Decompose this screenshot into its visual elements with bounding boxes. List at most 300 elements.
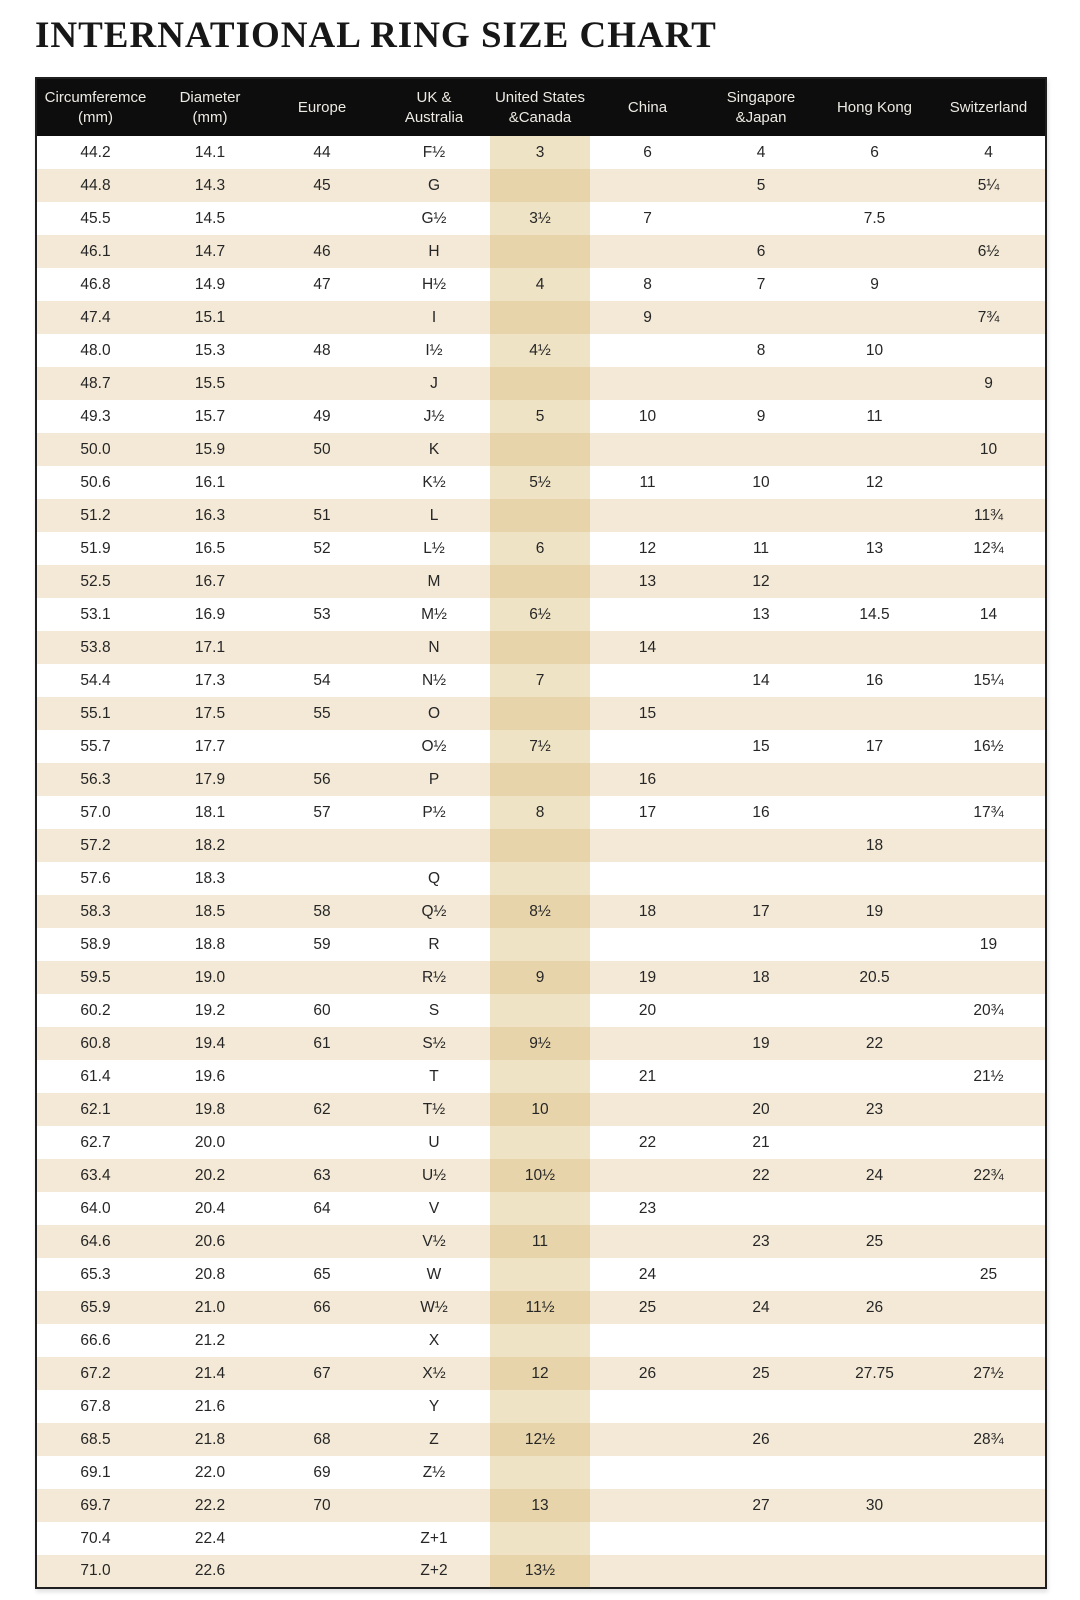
cell-hong-kong: 22 (865, 1034, 884, 1052)
cell-diameter: 19.4 (194, 1034, 226, 1052)
cell-china: 25 (638, 1298, 657, 1316)
cell-diameter: 16.9 (194, 605, 226, 623)
cell-hong-kong (817, 928, 932, 961)
cell-us-canada (490, 1258, 590, 1291)
cell-hong-kong: 10 (865, 341, 884, 359)
cell-diameter: 22.6 (194, 1562, 226, 1579)
table-row (36, 1027, 1046, 1060)
cell-china (590, 1324, 705, 1357)
cell-us-canada: 9 (490, 961, 590, 994)
cell-us-canada: 8½ (490, 895, 590, 928)
cell-uk-australia: N½ (421, 671, 447, 689)
cell-diameter: 15.1 (194, 308, 226, 326)
cell-hong-kong (817, 1522, 932, 1555)
cell-us-canada: 10 (490, 1093, 590, 1126)
table-row (36, 169, 1046, 202)
cell-china: 16 (638, 770, 657, 788)
cell-singapore-japan (705, 1192, 817, 1225)
cell-uk-australia: M (427, 572, 441, 590)
cell-uk-australia: I (431, 308, 437, 326)
cell-europe (266, 565, 378, 598)
cell-diameter: 17.5 (194, 704, 226, 722)
cell-singapore-japan: 13 (752, 605, 770, 623)
cell-diameter: 18.3 (194, 869, 226, 887)
ring-size-table (35, 77, 1047, 1589)
cell-singapore-japan: 26 (752, 1430, 770, 1448)
cell-uk-australia: J½ (423, 407, 445, 425)
cell-singapore-japan (705, 202, 817, 235)
cell-us-canada (490, 301, 590, 334)
table-row (36, 928, 1046, 961)
cell-uk-australia: W (426, 1265, 442, 1283)
cell-singapore-japan (705, 1390, 817, 1423)
cell-switzerland: 16½ (973, 737, 1004, 755)
cell-switzerland (932, 1192, 1046, 1225)
table-row (36, 895, 1046, 928)
cell-europe: 44 (313, 143, 331, 161)
cell-hong-kong (817, 1258, 932, 1291)
table-row (36, 1159, 1046, 1192)
cell-switzerland: 19 (979, 935, 998, 953)
cell-switzerland: 25 (979, 1265, 998, 1283)
cell-europe: 66 (313, 1298, 331, 1316)
cell-hong-kong: 11 (866, 407, 883, 425)
cell-diameter: 18.2 (194, 836, 226, 854)
cell-europe (266, 367, 378, 400)
cell-us-canada: 3 (490, 136, 590, 169)
cell-us-canada (490, 433, 590, 466)
cell-hong-kong: 25 (865, 1232, 884, 1250)
cell-circumference: 45.5 (80, 209, 111, 227)
table-row (36, 235, 1046, 268)
cell-china: 21 (638, 1067, 657, 1085)
table-row (36, 1291, 1046, 1324)
table-row (36, 1093, 1046, 1126)
cell-switzerland (932, 1456, 1046, 1489)
cell-hong-kong: 12 (865, 473, 884, 491)
cell-hong-kong (817, 796, 932, 829)
cell-uk-australia: J (430, 374, 438, 392)
header-row (36, 78, 1046, 136)
cell-europe: 64 (313, 1199, 331, 1217)
cell-hong-kong (817, 697, 932, 730)
cell-hong-kong: 6 (870, 143, 879, 161)
cell-china (590, 1093, 705, 1126)
cell-switzerland (932, 763, 1046, 796)
table-row (36, 829, 1046, 862)
cell-diameter: 22.2 (194, 1496, 226, 1514)
cell-hong-kong (817, 763, 932, 796)
column-header-china: China (590, 78, 705, 136)
cell-circumference: 44.2 (80, 143, 111, 161)
cell-china: 13 (638, 572, 657, 590)
cell-uk-australia: O (427, 704, 441, 722)
cell-switzerland (932, 961, 1046, 994)
cell-singapore-japan (705, 862, 817, 895)
cell-switzerland (932, 268, 1046, 301)
cell-uk-australia: O½ (421, 737, 447, 755)
cell-europe: 58 (313, 902, 331, 920)
cell-diameter: 20.0 (194, 1133, 226, 1151)
cell-hong-kong: 16 (865, 671, 884, 689)
cell-europe (266, 1390, 378, 1423)
cell-china (590, 334, 705, 367)
cell-uk-australia: P½ (422, 803, 446, 821)
cell-switzerland (932, 565, 1046, 598)
cell-singapore-japan: 11 (752, 539, 770, 557)
cell-uk-australia: K½ (422, 473, 446, 491)
cell-uk-australia: U½ (421, 1166, 447, 1184)
cell-singapore-japan: 20 (752, 1100, 770, 1118)
cell-uk-australia: Z+1 (420, 1529, 448, 1547)
cell-uk-australia: N (428, 638, 440, 656)
cell-us-canada: 7 (490, 664, 590, 697)
cell-hong-kong (817, 1390, 932, 1423)
cell-singapore-japan (705, 829, 817, 862)
cell-china (590, 367, 705, 400)
cell-europe: 61 (313, 1034, 331, 1052)
cell-circumference: 67.8 (80, 1397, 111, 1415)
cell-diameter: 14.9 (194, 275, 226, 293)
cell-europe (266, 631, 378, 664)
cell-switzerland (932, 1324, 1046, 1357)
cell-hong-kong (817, 499, 932, 532)
cell-circumference: 55.1 (80, 704, 111, 722)
table-row (36, 1456, 1046, 1489)
cell-hong-kong: 20.5 (859, 968, 890, 986)
cell-uk-australia (378, 829, 490, 862)
cell-china (590, 1423, 705, 1456)
cell-china: 24 (638, 1265, 657, 1283)
table-row (36, 202, 1046, 235)
cell-us-canada: 12 (490, 1357, 590, 1390)
cell-china: 17 (638, 803, 657, 821)
cell-us-canada: 11 (490, 1225, 590, 1258)
cell-uk-australia: I½ (425, 341, 443, 359)
cell-switzerland (932, 1555, 1046, 1588)
cell-china (590, 1555, 705, 1588)
cell-diameter: 18.1 (194, 803, 226, 821)
cell-singapore-japan (705, 928, 817, 961)
cell-uk-australia: X½ (422, 1364, 446, 1382)
cell-china: 23 (638, 1199, 657, 1217)
cell-diameter: 18.5 (194, 902, 226, 920)
cell-uk-australia: H½ (421, 275, 447, 293)
cell-china (590, 1489, 705, 1522)
cell-uk-australia: X (428, 1331, 440, 1349)
cell-switzerland (932, 862, 1046, 895)
cell-china: 9 (643, 308, 652, 326)
cell-hong-kong (817, 301, 932, 334)
cell-diameter: 15.3 (194, 341, 226, 359)
table-row (36, 565, 1046, 598)
cell-hong-kong (817, 631, 932, 664)
cell-singapore-japan: 10 (752, 473, 770, 491)
cell-switzerland (932, 1126, 1046, 1159)
cell-diameter: 19.0 (194, 968, 226, 986)
table-body (36, 136, 1046, 1588)
cell-circumference: 69.1 (80, 1463, 111, 1481)
cell-circumference: 48.0 (80, 341, 111, 359)
table-row (36, 1324, 1046, 1357)
cell-singapore-japan: 21 (752, 1133, 770, 1151)
cell-circumference: 60.8 (80, 1034, 111, 1052)
cell-diameter: 21.2 (194, 1331, 226, 1349)
cell-europe: 55 (313, 704, 331, 722)
cell-hong-kong (817, 1555, 932, 1588)
cell-china: 14 (638, 638, 657, 656)
cell-us-canada: 5½ (490, 466, 590, 499)
cell-uk-australia: F½ (422, 143, 446, 161)
cell-us-canada (490, 235, 590, 268)
cell-hong-kong: 26 (865, 1298, 884, 1316)
cell-singapore-japan: 15 (752, 737, 770, 755)
cell-circumference: 60.2 (80, 1001, 111, 1019)
cell-europe (266, 1324, 378, 1357)
cell-singapore-japan: 8 (756, 341, 766, 359)
cell-singapore-japan: 14 (752, 671, 770, 689)
cell-china: 6 (643, 143, 652, 161)
cell-switzerland (932, 1390, 1046, 1423)
cell-switzerland (932, 697, 1046, 730)
cell-hong-kong (817, 1192, 932, 1225)
cell-singapore-japan (705, 1456, 817, 1489)
cell-switzerland: 11¾ (973, 506, 1004, 524)
cell-diameter: 21.6 (194, 1397, 226, 1415)
cell-circumference: 69.7 (80, 1496, 111, 1514)
cell-switzerland (932, 1291, 1046, 1324)
cell-europe: 67 (313, 1364, 331, 1382)
cell-us-canada (490, 631, 590, 664)
cell-hong-kong (817, 1423, 932, 1456)
table-row (36, 400, 1046, 433)
table-row (36, 1390, 1046, 1423)
cell-singapore-japan: 19 (752, 1034, 770, 1052)
cell-europe: 59 (313, 935, 331, 953)
cell-hong-kong (817, 1060, 932, 1093)
cell-europe: 62 (313, 1100, 331, 1118)
cell-china: 20 (638, 1001, 657, 1019)
table-row (36, 1555, 1046, 1588)
cell-diameter: 16.7 (194, 572, 226, 590)
cell-uk-australia: R½ (421, 968, 447, 986)
cell-europe: 63 (313, 1166, 331, 1184)
cell-diameter: 19.2 (194, 1001, 226, 1019)
column-header-europe: Europe (266, 78, 378, 136)
cell-diameter: 22.0 (194, 1463, 226, 1481)
cell-china (590, 829, 705, 862)
column-header-us-canada: United States &Canada (490, 78, 590, 136)
cell-hong-kong (817, 1126, 932, 1159)
cell-diameter: 17.7 (194, 737, 226, 755)
cell-china (590, 1390, 705, 1423)
cell-europe: 57 (313, 803, 331, 821)
cell-switzerland (932, 202, 1046, 235)
cell-switzerland: 12¾ (973, 539, 1004, 557)
cell-hong-kong: 27.75 (855, 1364, 894, 1382)
cell-china (590, 1027, 705, 1060)
cell-circumference: 47.4 (80, 308, 111, 326)
cell-switzerland: 17¾ (973, 803, 1004, 821)
cell-hong-kong (817, 565, 932, 598)
cell-circumference: 50.0 (80, 440, 111, 458)
cell-us-canada (490, 565, 590, 598)
cell-circumference: 65.3 (80, 1265, 111, 1283)
cell-europe (266, 1126, 378, 1159)
cell-china (590, 169, 705, 202)
cell-uk-australia: R (428, 935, 440, 953)
cell-singapore-japan (705, 367, 817, 400)
cell-hong-kong (817, 1456, 932, 1489)
cell-europe (266, 1555, 378, 1588)
cell-diameter: 14.1 (194, 143, 226, 161)
column-header-diameter: Diameter (mm) (154, 78, 266, 136)
cell-circumference: 46.8 (80, 275, 111, 293)
cell-switzerland: 7¾ (977, 308, 1000, 326)
cell-us-canada (490, 1324, 590, 1357)
table-row (36, 367, 1046, 400)
cell-china: 15 (638, 704, 657, 722)
cell-diameter: 16.3 (194, 506, 226, 524)
cell-uk-australia: M½ (421, 605, 447, 623)
cell-singapore-japan: 6 (756, 242, 766, 260)
cell-circumference: 71.0 (80, 1562, 111, 1579)
table-row (36, 730, 1046, 763)
cell-us-canada (490, 169, 590, 202)
cell-us-canada: 13½ (490, 1555, 590, 1588)
cell-uk-australia: Z+2 (420, 1562, 448, 1579)
cell-uk-australia: G½ (421, 209, 447, 227)
cell-switzerland: 27½ (973, 1364, 1004, 1382)
cell-circumference: 54.4 (80, 671, 111, 689)
cell-circumference: 65.9 (80, 1298, 111, 1316)
cell-switzerland (932, 1225, 1046, 1258)
cell-us-canada (490, 763, 590, 796)
cell-uk-australia: L (429, 506, 439, 524)
cell-china (590, 433, 705, 466)
cell-us-canada (490, 862, 590, 895)
cell-uk-australia: G (427, 176, 441, 194)
cell-europe (266, 829, 378, 862)
cell-circumference: 66.6 (80, 1331, 111, 1349)
cell-switzerland (932, 1027, 1046, 1060)
cell-china: 8 (643, 275, 652, 293)
cell-diameter: 17.9 (194, 770, 226, 788)
cell-europe (266, 961, 378, 994)
table-row (36, 961, 1046, 994)
cell-uk-australia: Q½ (421, 902, 447, 920)
cell-singapore-japan: 18 (752, 968, 770, 986)
table-row (36, 763, 1046, 796)
cell-switzerland: 10 (979, 440, 998, 458)
cell-singapore-japan (705, 1258, 817, 1291)
cell-switzerland (932, 895, 1046, 928)
cell-china: 26 (638, 1364, 657, 1382)
cell-circumference: 57.0 (80, 803, 111, 821)
cell-europe: 50 (313, 440, 331, 458)
cell-circumference: 68.5 (80, 1430, 111, 1448)
cell-china: 18 (638, 902, 657, 920)
cell-singapore-japan (705, 301, 817, 334)
cell-switzerland (932, 1522, 1046, 1555)
cell-china (590, 1522, 705, 1555)
table-row (36, 1423, 1046, 1456)
cell-china: 7 (643, 209, 652, 227)
cell-uk-australia: H (428, 242, 440, 260)
cell-switzerland: 9 (984, 374, 993, 392)
cell-diameter: 14.7 (194, 242, 226, 260)
cell-hong-kong (817, 994, 932, 1027)
cell-us-canada (490, 1522, 590, 1555)
cell-singapore-japan: 9 (756, 407, 766, 425)
cell-europe: 47 (313, 275, 331, 293)
cell-switzerland (932, 400, 1046, 433)
column-header-hong-kong: Hong Kong (817, 78, 932, 136)
cell-uk-australia: V (428, 1199, 440, 1217)
cell-europe (266, 730, 378, 763)
cell-china (590, 235, 705, 268)
table-row (36, 136, 1046, 169)
cell-europe: 53 (313, 605, 331, 623)
cell-circumference: 46.1 (80, 242, 111, 260)
cell-us-canada (490, 697, 590, 730)
cell-hong-kong (817, 169, 932, 202)
cell-us-canada (490, 928, 590, 961)
cell-diameter: 14.3 (194, 176, 226, 194)
cell-us-canada (490, 1060, 590, 1093)
cell-diameter: 20.2 (194, 1166, 226, 1184)
cell-circumference: 53.8 (80, 638, 111, 656)
table-row (36, 664, 1046, 697)
cell-circumference: 50.6 (80, 473, 111, 491)
cell-singapore-japan (705, 631, 817, 664)
table-row (36, 697, 1046, 730)
cell-hong-kong (817, 235, 932, 268)
cell-europe: 52 (313, 539, 331, 557)
cell-circumference: 58.9 (80, 935, 111, 953)
cell-europe: 54 (313, 671, 331, 689)
cell-china (590, 1225, 705, 1258)
cell-europe (266, 862, 378, 895)
cell-china (590, 664, 705, 697)
cell-europe: 46 (313, 242, 331, 260)
cell-uk-australia (378, 1489, 490, 1522)
cell-singapore-japan (705, 1060, 817, 1093)
cell-circumference: 57.6 (80, 869, 111, 887)
cell-us-canada: 13 (490, 1489, 590, 1522)
cell-hong-kong: 19 (865, 902, 884, 920)
table-row (36, 1522, 1046, 1555)
cell-singapore-japan: 4 (756, 143, 766, 161)
cell-hong-kong: 24 (865, 1166, 884, 1184)
cell-singapore-japan: 23 (752, 1232, 770, 1250)
cell-circumference: 64.0 (80, 1199, 111, 1217)
cell-diameter: 22.4 (194, 1529, 226, 1547)
cell-hong-kong (817, 433, 932, 466)
cell-circumference: 67.2 (80, 1364, 111, 1382)
cell-europe (266, 301, 378, 334)
cell-us-canada: 10½ (490, 1159, 590, 1192)
cell-china (590, 499, 705, 532)
cell-uk-australia: L½ (423, 539, 445, 557)
cell-uk-australia: T (429, 1067, 439, 1085)
cell-europe: 48 (313, 341, 331, 359)
table-row (36, 631, 1046, 664)
cell-circumference: 56.3 (80, 770, 111, 788)
cell-hong-kong: 23 (865, 1100, 884, 1118)
cell-singapore-japan: 22 (752, 1166, 770, 1184)
cell-uk-australia: V½ (422, 1232, 446, 1250)
